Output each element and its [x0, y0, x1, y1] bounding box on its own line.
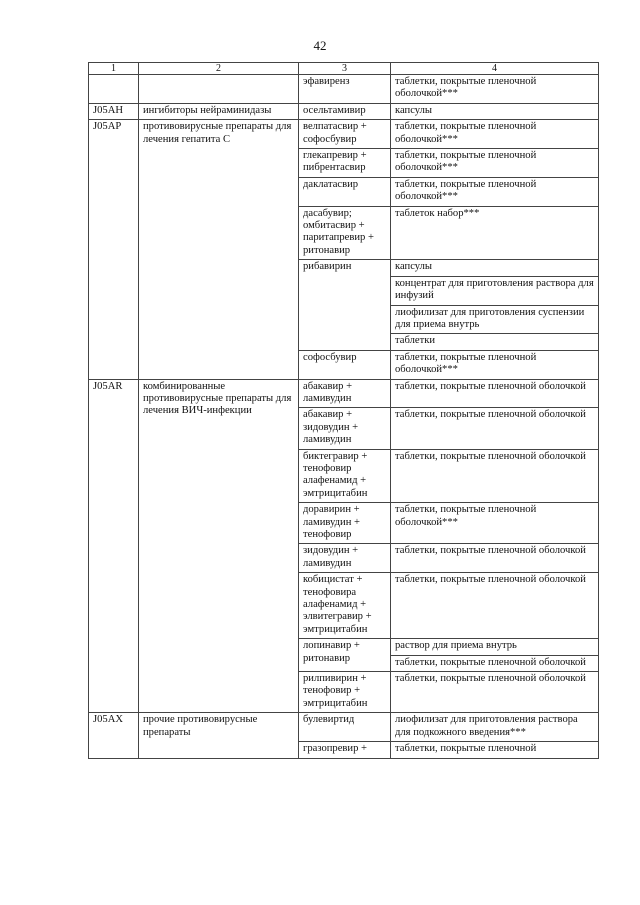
dosage-form-cell: таблетки, покрытые пленочной оболочкой*** — [391, 149, 599, 178]
drug-name-cell: рилпивирин + тенофовир + эмтрицитабин — [299, 672, 391, 713]
table-row — [89, 379, 599, 408]
dosage-form-cell: таблетки, покрытые пленочной оболочкой*** — [391, 503, 599, 544]
table-row — [89, 713, 599, 742]
drug-name-cell: рибавирин — [299, 260, 391, 350]
dosage-form-cell: таблетки, покрытые пленочной оболочкой — [391, 655, 599, 671]
dosage-form-cell: таблеток набор*** — [391, 206, 599, 260]
drug-name-cell: зидовудин + ламивудин — [299, 544, 391, 573]
drug-table — [88, 62, 599, 759]
group-cell: противовирусные препараты для лечения гепатита С — [139, 120, 299, 379]
drug-name-cell: осельтамивир — [299, 103, 391, 119]
dosage-form-cell: таблетки, покрытые пленочной — [391, 742, 599, 758]
column-header-1: 1 — [89, 63, 139, 75]
dosage-form-cell: таблетки, покрытые пленочной оболочкой*** — [391, 177, 599, 206]
drug-name-cell: доравирин + ламивудин + тенофовир — [299, 503, 391, 544]
drug-name-cell: гразопревир + — [299, 742, 391, 758]
drug-name-cell: абакавир + ламивудин — [299, 379, 391, 408]
drug-name-cell: биктегравир + тенофовир алафенамид + эмтрицитабин — [299, 449, 391, 503]
drug-name-cell: эфавиренз — [299, 75, 391, 104]
dosage-form-cell: лиофилизат для приготовления раствора для подкожного введения*** — [391, 713, 599, 742]
dosage-form-cell: таблетки, покрытые пленочной оболочкой*** — [391, 75, 599, 104]
drug-name-cell: даклатасвир — [299, 177, 391, 206]
dosage-form-cell: капсулы — [391, 103, 599, 119]
group-cell — [139, 75, 299, 104]
drug-name-cell: кобицистат + тенофовира алафенамид + элвитегравир + эмтрицитабин — [299, 573, 391, 639]
atc-code-cell: J05AH — [89, 103, 139, 119]
group-cell: ингибиторы нейраминидазы — [139, 103, 299, 119]
column-header-2: 2 — [139, 63, 299, 75]
table-row — [89, 120, 599, 149]
column-header-4: 4 — [391, 63, 599, 75]
atc-code-cell — [89, 75, 139, 104]
dosage-form-cell: раствор для приема внутрь — [391, 639, 599, 655]
atc-code-cell: J05AR — [89, 379, 139, 713]
group-cell: прочие противовирусные препараты — [139, 713, 299, 758]
drug-name-cell: велпатасвир + софосбувир — [299, 120, 391, 149]
drug-name-cell: булевиртид — [299, 713, 391, 742]
dosage-form-cell: таблетки, покрытые пленочной оболочкой — [391, 672, 599, 713]
dosage-form-cell: таблетки, покрытые пленочной оболочкой — [391, 379, 599, 408]
dosage-form-cell: таблетки, покрытые пленочной оболочкой — [391, 573, 599, 639]
drug-name-cell: софосбувир — [299, 350, 391, 379]
dosage-form-cell: таблетки, покрытые пленочной оболочкой — [391, 544, 599, 573]
dosage-form-cell: таблетки, покрытые пленочной оболочкой — [391, 408, 599, 449]
drug-name-cell: абакавир + зидовудин + ламивудин — [299, 408, 391, 449]
dosage-form-cell: таблетки, покрытые пленочной оболочкой*** — [391, 120, 599, 149]
dosage-form-cell: капсулы — [391, 260, 599, 276]
atc-code-cell: J05AP — [89, 120, 139, 379]
drug-name-cell: лопинавир + ритонавир — [299, 639, 391, 672]
page-number: 42 — [313, 38, 327, 53]
dosage-form-cell: концентрат для приготовления раствора для инфузий — [391, 276, 599, 305]
column-header-3: 3 — [299, 63, 391, 75]
drug-name-cell: дасабувир; омбитасвир + паритапревир + ритонавир — [299, 206, 391, 260]
table-row — [89, 103, 599, 119]
dosage-form-cell: лиофилизат для приготовления суспензии для приема внутрь — [391, 305, 599, 334]
dosage-form-cell: таблетки — [391, 334, 599, 350]
dosage-form-cell: таблетки, покрытые пленочной оболочкой*** — [391, 350, 599, 379]
atc-code-cell: J05AX — [89, 713, 139, 758]
table-row — [89, 75, 599, 104]
group-cell: комбинированные противовирусные препараты для лечения ВИЧ-инфекции — [139, 379, 299, 713]
drug-name-cell: глекапревир + пибрентасвир — [299, 149, 391, 178]
table-header-row — [89, 63, 599, 75]
dosage-form-cell: таблетки, покрытые пленочной оболочкой — [391, 449, 599, 503]
